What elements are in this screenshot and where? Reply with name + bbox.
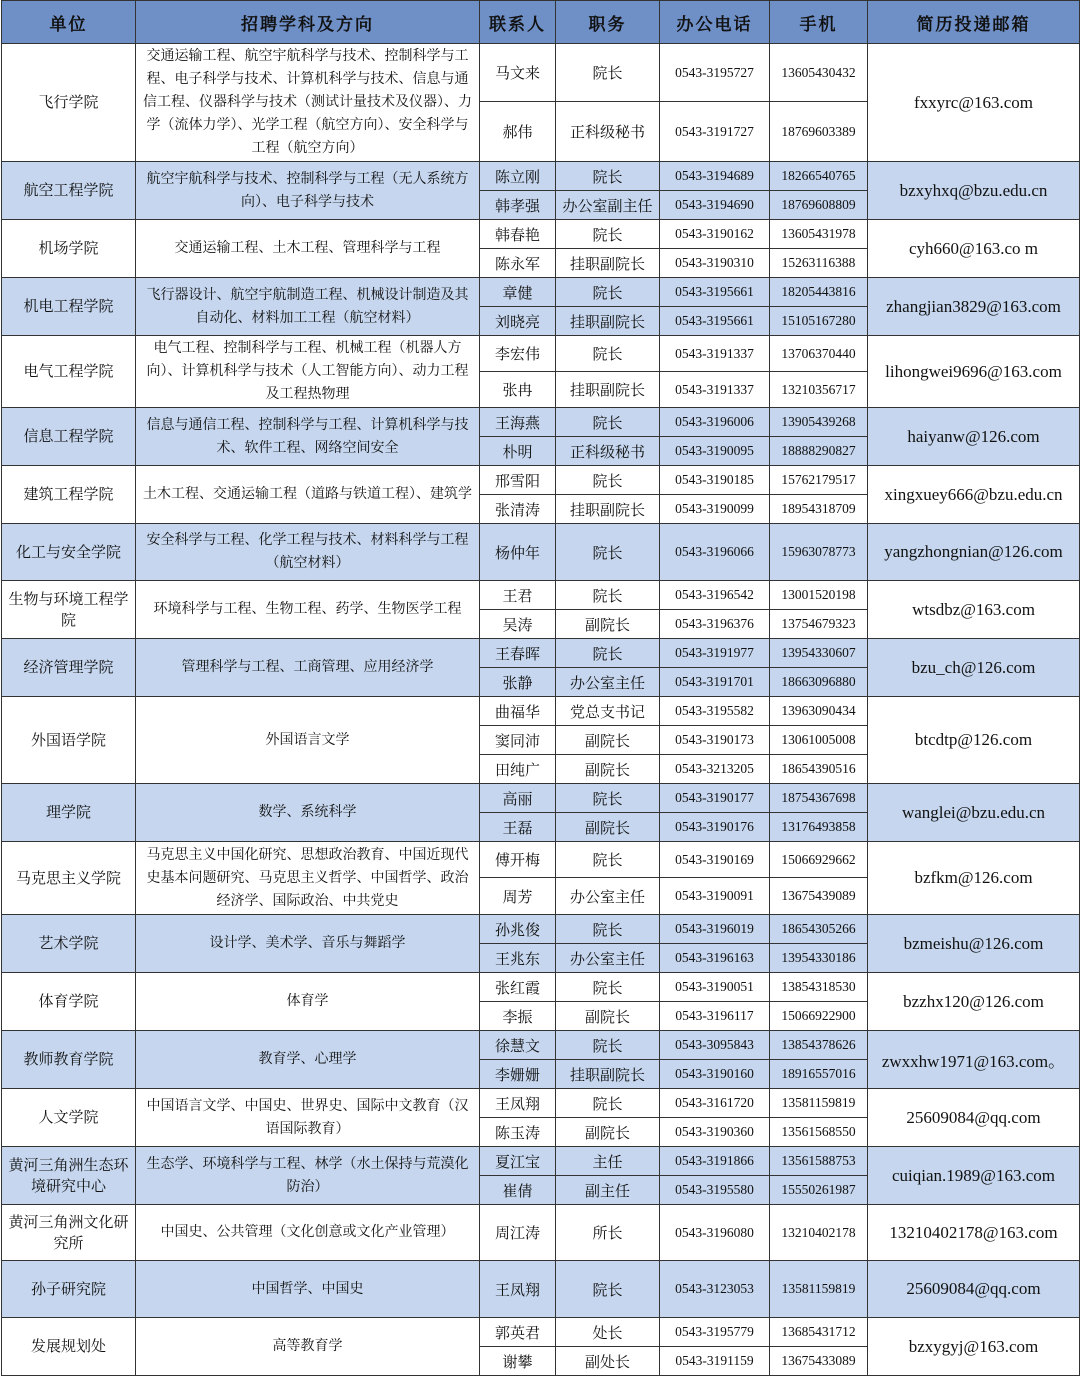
position-cell: 处长: [556, 1318, 660, 1347]
contact-name-cell: 郭英君: [480, 1318, 556, 1347]
office-phone-cell: 0543-3196542: [660, 581, 770, 610]
subjects-cell: 管理科学与工程、工商管理、应用经济学: [136, 639, 480, 697]
subjects-cell: 生态学、环境科学与工程、林学（水土保持与荒漠化防治）: [136, 1147, 480, 1205]
office-phone-cell: 0543-3196117: [660, 1002, 770, 1031]
contact-name-cell: 周江涛: [480, 1205, 556, 1261]
email-cell: yangzhongnian@126.com: [868, 524, 1080, 581]
table-row: [2, 278, 1080, 307]
contact-name-cell: 傅开梅: [480, 842, 556, 878]
unit-cell: 教师教育学院: [2, 1031, 136, 1089]
contact-name-cell: 曲福华: [480, 697, 556, 726]
position-cell: 院长: [556, 162, 660, 191]
email-cell: btcdtp@126.com: [868, 697, 1080, 784]
contact-name-cell: 张静: [480, 668, 556, 697]
mobile-cell: 18916557016: [770, 1060, 868, 1089]
header-position: 职务: [556, 1, 660, 44]
table-row: [2, 973, 1080, 1002]
position-cell: 正科级秘书: [556, 102, 660, 162]
position-cell: 党总支书记: [556, 697, 660, 726]
mobile-cell: 13954330607: [770, 639, 868, 668]
office-phone-cell: 0543-3190173: [660, 726, 770, 755]
contact-name-cell: 王君: [480, 581, 556, 610]
position-cell: 院长: [556, 1031, 660, 1060]
mobile-cell: 13854318530: [770, 973, 868, 1002]
unit-cell: 艺术学院: [2, 915, 136, 973]
unit-cell: 体育学院: [2, 973, 136, 1031]
contact-name-cell: 陈玉涛: [480, 1118, 556, 1147]
office-phone-cell: 0543-3190051: [660, 973, 770, 1002]
position-cell: 挂职副院长: [556, 249, 660, 278]
table-row: [2, 784, 1080, 813]
subjects-cell: 数学、系统科学: [136, 784, 480, 842]
position-cell: 主任: [556, 1147, 660, 1176]
mobile-cell: 13905439268: [770, 408, 868, 437]
subjects-cell: 安全科学与工程、化学工程与技术、材料科学与工程（航空材料）: [136, 524, 480, 581]
subjects-cell: 土木工程、交通运输工程（道路与铁道工程）、建筑学: [136, 466, 480, 524]
office-phone-cell: 0543-3190360: [660, 1118, 770, 1147]
office-phone-cell: 0543-3213205: [660, 755, 770, 784]
subjects-cell: 交通运输工程、航空宇航科学与技术、控制科学与工程、电子科学与技术、计算机科学与技术、信息与通信工程、仪器科学与技术（测试计量技术及仪器）、力学（流体力学）、光学工程（航空方向）、安全科学与工程（航空方向）: [136, 44, 480, 162]
mobile-cell: 18769608809: [770, 191, 868, 220]
mobile-cell: 13675433089: [770, 1347, 868, 1376]
subjects-cell: 高等教育学: [136, 1318, 480, 1376]
subjects-cell: 航空宇航科学与技术、控制科学与工程（无人系统方向）、电子科学与技术: [136, 162, 480, 220]
table-row: [2, 466, 1080, 495]
email-cell: 13210402178@163.com: [868, 1205, 1080, 1261]
table-row: [2, 1261, 1080, 1318]
email-cell: 25609084@qq.com: [868, 1261, 1080, 1318]
mobile-cell: 13581159819: [770, 1089, 868, 1118]
office-phone-cell: 0543-3195727: [660, 44, 770, 102]
subjects-cell: 中国史、公共管理（文化创意或文化产业管理）: [136, 1205, 480, 1261]
contact-name-cell: 夏江宝: [480, 1147, 556, 1176]
position-cell: 院长: [556, 408, 660, 437]
subjects-cell: 教育学、心理学: [136, 1031, 480, 1089]
subjects-cell: 环境科学与工程、生物工程、药学、生物医学工程: [136, 581, 480, 639]
email-cell: zwxxhw1971@163.com。: [868, 1031, 1080, 1089]
office-phone-cell: 0543-3190099: [660, 495, 770, 524]
position-cell: 院长: [556, 915, 660, 944]
mobile-cell: 13605431978: [770, 220, 868, 249]
contact-name-cell: 王海燕: [480, 408, 556, 437]
table-row: [2, 44, 1080, 102]
position-cell: 办公室副主任: [556, 191, 660, 220]
position-cell: 副院长: [556, 1002, 660, 1031]
office-phone-cell: 0543-3191977: [660, 639, 770, 668]
unit-cell: 建筑工程学院: [2, 466, 136, 524]
office-phone-cell: 0543-3194689: [660, 162, 770, 191]
contact-name-cell: 王磊: [480, 813, 556, 842]
office-phone-cell: 0543-3190091: [660, 878, 770, 915]
mobile-cell: 13854378626: [770, 1031, 868, 1060]
email-cell: bzfkm@126.com: [868, 842, 1080, 915]
office-phone-cell: 0543-3196066: [660, 524, 770, 581]
position-cell: 院长: [556, 278, 660, 307]
position-cell: 副院长: [556, 1118, 660, 1147]
table-header-row: [2, 1, 1080, 44]
contact-name-cell: 邢雪阳: [480, 466, 556, 495]
unit-cell: 化工与安全学院: [2, 524, 136, 581]
office-phone-cell: 0543-3190169: [660, 842, 770, 878]
email-cell: wtsdbz@163.com: [868, 581, 1080, 639]
mobile-cell: 13001520198: [770, 581, 868, 610]
mobile-cell: 13061005008: [770, 726, 868, 755]
header-contact: 联系人: [480, 1, 556, 44]
office-phone-cell: 0543-3196006: [660, 408, 770, 437]
position-cell: 院长: [556, 524, 660, 581]
unit-cell: 飞行学院: [2, 44, 136, 162]
email-cell: bzxygyj@163.com: [868, 1318, 1080, 1376]
mobile-cell: 13561588753: [770, 1147, 868, 1176]
office-phone-cell: 0543-3191159: [660, 1347, 770, 1376]
contact-name-cell: 陈立刚: [480, 162, 556, 191]
table-body: [2, 44, 1080, 1376]
mobile-cell: 18654390516: [770, 755, 868, 784]
position-cell: 办公室主任: [556, 668, 660, 697]
unit-cell: 机电工程学院: [2, 278, 136, 336]
email-cell: 25609084@qq.com: [868, 1089, 1080, 1147]
mobile-cell: 18769603389: [770, 102, 868, 162]
unit-cell: 生物与环境工程学院: [2, 581, 136, 639]
office-phone-cell: 0543-3191727: [660, 102, 770, 162]
contact-name-cell: 田纯广: [480, 755, 556, 784]
office-phone-cell: 0543-3161720: [660, 1089, 770, 1118]
mobile-cell: 13675439089: [770, 878, 868, 915]
position-cell: 挂职副院长: [556, 1060, 660, 1089]
header-unit: 单位: [2, 1, 136, 44]
email-cell: cyh660@163.co m: [868, 220, 1080, 278]
position-cell: 院长: [556, 466, 660, 495]
unit-cell: 人文学院: [2, 1089, 136, 1147]
position-cell: 副主任: [556, 1176, 660, 1205]
office-phone-cell: 0543-3195661: [660, 307, 770, 336]
office-phone-cell: 0543-3191337: [660, 372, 770, 408]
office-phone-cell: 0543-3195580: [660, 1176, 770, 1205]
position-cell: 所长: [556, 1205, 660, 1261]
office-phone-cell: 0543-3191701: [660, 668, 770, 697]
office-phone-cell: 0543-3095843: [660, 1031, 770, 1060]
office-phone-cell: 0543-3196080: [660, 1205, 770, 1261]
contact-name-cell: 马文来: [480, 44, 556, 102]
position-cell: 院长: [556, 973, 660, 1002]
table-row: [2, 1318, 1080, 1347]
office-phone-cell: 0543-3195661: [660, 278, 770, 307]
subjects-cell: 外国语言文学: [136, 697, 480, 784]
position-cell: 院长: [556, 639, 660, 668]
subjects-cell: 交通运输工程、土木工程、管理科学与工程: [136, 220, 480, 278]
unit-cell: 发展规划处: [2, 1318, 136, 1376]
table-row: [2, 408, 1080, 437]
contact-name-cell: 周芳: [480, 878, 556, 915]
contact-name-cell: 刘晓亮: [480, 307, 556, 336]
contact-name-cell: 杨仲年: [480, 524, 556, 581]
position-cell: 副院长: [556, 610, 660, 639]
email-cell: bzzhx120@126.com: [868, 973, 1080, 1031]
unit-cell: 黄河三角洲文化研究所: [2, 1205, 136, 1261]
mobile-cell: 13685431712: [770, 1318, 868, 1347]
contact-name-cell: 陈永军: [480, 249, 556, 278]
position-cell: 办公室主任: [556, 878, 660, 915]
position-cell: 院长: [556, 336, 660, 372]
mobile-cell: 18954318709: [770, 495, 868, 524]
unit-cell: 航空工程学院: [2, 162, 136, 220]
mobile-cell: 13706370440: [770, 336, 868, 372]
mobile-cell: 13561568550: [770, 1118, 868, 1147]
mobile-cell: 15963078773: [770, 524, 868, 581]
mobile-cell: 18205443816: [770, 278, 868, 307]
contact-name-cell: 吴涛: [480, 610, 556, 639]
mobile-cell: 13176493858: [770, 813, 868, 842]
office-phone-cell: 0543-3190176: [660, 813, 770, 842]
email-cell: cuiqian.1989@163.com: [868, 1147, 1080, 1205]
office-phone-cell: 0543-3190162: [660, 220, 770, 249]
email-cell: haiyanw@126.com: [868, 408, 1080, 466]
contact-name-cell: 章健: [480, 278, 556, 307]
contact-name-cell: 李姗姗: [480, 1060, 556, 1089]
recruitment-contact-table: [1, 0, 1080, 1376]
mobile-cell: 15550261987: [770, 1176, 868, 1205]
contact-name-cell: 王兆东: [480, 944, 556, 973]
mobile-cell: 15762179517: [770, 466, 868, 495]
mobile-cell: 18663096880: [770, 668, 868, 697]
office-phone-cell: 0543-3195582: [660, 697, 770, 726]
unit-cell: 马克思主义学院: [2, 842, 136, 915]
email-cell: fxxyrc@163.com: [868, 44, 1080, 162]
position-cell: 挂职副院长: [556, 495, 660, 524]
email-cell: xingxuey666@bzu.edu.cn: [868, 466, 1080, 524]
office-phone-cell: 0543-3195779: [660, 1318, 770, 1347]
table-row: [2, 220, 1080, 249]
office-phone-cell: 0543-3196163: [660, 944, 770, 973]
table-row: [2, 842, 1080, 878]
mobile-cell: 18266540765: [770, 162, 868, 191]
table-row: [2, 162, 1080, 191]
position-cell: 挂职副院长: [556, 372, 660, 408]
mobile-cell: 13210356717: [770, 372, 868, 408]
contact-name-cell: 高丽: [480, 784, 556, 813]
subjects-cell: 设计学、美术学、音乐与舞蹈学: [136, 915, 480, 973]
mobile-cell: 15263116388: [770, 249, 868, 278]
table-row: [2, 915, 1080, 944]
position-cell: 院长: [556, 44, 660, 102]
table-row: [2, 336, 1080, 372]
unit-cell: 孙子研究院: [2, 1261, 136, 1318]
contact-name-cell: 郝伟: [480, 102, 556, 162]
position-cell: 院长: [556, 1089, 660, 1118]
table-row: [2, 697, 1080, 726]
office-phone-cell: 0543-3194690: [660, 191, 770, 220]
office-phone-cell: 0543-3191866: [660, 1147, 770, 1176]
subjects-cell: 中国哲学、中国史: [136, 1261, 480, 1318]
position-cell: 院长: [556, 220, 660, 249]
contact-name-cell: 崔倩: [480, 1176, 556, 1205]
contact-name-cell: 王凤翔: [480, 1261, 556, 1318]
subjects-cell: 中国语言文学、中国史、世界史、国际中文教育（汉语国际教育）: [136, 1089, 480, 1147]
mobile-cell: 13963090434: [770, 697, 868, 726]
position-cell: 院长: [556, 842, 660, 878]
unit-cell: 黄河三角洲生态环境研究中心: [2, 1147, 136, 1205]
header-office-phone: 办公电话: [660, 1, 770, 44]
contact-name-cell: 徐慧文: [480, 1031, 556, 1060]
email-cell: zhangjian3829@163.com: [868, 278, 1080, 336]
position-cell: 院长: [556, 784, 660, 813]
table-row: [2, 639, 1080, 668]
header-mobile: 手机: [770, 1, 868, 44]
position-cell: 副院长: [556, 726, 660, 755]
contact-name-cell: 孙兆俊: [480, 915, 556, 944]
email-cell: lihongwei9696@163.com: [868, 336, 1080, 408]
unit-cell: 信息工程学院: [2, 408, 136, 466]
contact-name-cell: 韩春艳: [480, 220, 556, 249]
table-row: [2, 1147, 1080, 1176]
header-subjects: 招聘学科及方向: [136, 1, 480, 44]
contact-name-cell: 张冉: [480, 372, 556, 408]
mobile-cell: 13210402178: [770, 1205, 868, 1261]
office-phone-cell: 0543-3190177: [660, 784, 770, 813]
position-cell: 正科级秘书: [556, 437, 660, 466]
position-cell: 办公室主任: [556, 944, 660, 973]
mobile-cell: 15105167280: [770, 307, 868, 336]
header-email: 简历投递邮箱: [868, 1, 1080, 44]
email-cell: bzxyhxq@bzu.edu.cn: [868, 162, 1080, 220]
mobile-cell: 15066922900: [770, 1002, 868, 1031]
subjects-cell: 飞行器设计、航空宇航制造工程、机械设计制造及其自动化、材料加工工程（航空材料）: [136, 278, 480, 336]
unit-cell: 经济管理学院: [2, 639, 136, 697]
position-cell: 副院长: [556, 755, 660, 784]
contact-name-cell: 王凤翔: [480, 1089, 556, 1118]
contact-name-cell: 韩孝强: [480, 191, 556, 220]
mobile-cell: 13605430432: [770, 44, 868, 102]
contact-name-cell: 张清涛: [480, 495, 556, 524]
position-cell: 院长: [556, 1261, 660, 1318]
contact-name-cell: 朴明: [480, 437, 556, 466]
office-phone-cell: 0543-3196376: [660, 610, 770, 639]
table-row: [2, 1089, 1080, 1118]
contact-name-cell: 李宏伟: [480, 336, 556, 372]
office-phone-cell: 0543-3123053: [660, 1261, 770, 1318]
unit-cell: 电气工程学院: [2, 336, 136, 408]
email-cell: wanglei@bzu.edu.cn: [868, 784, 1080, 842]
subjects-cell: 马克思主义中国化研究、思想政治教育、中国近现代史基本问题研究、马克思主义哲学、中国哲学、政治经济学、国际政治、中共党史: [136, 842, 480, 915]
unit-cell: 理学院: [2, 784, 136, 842]
mobile-cell: 13581159819: [770, 1261, 868, 1318]
office-phone-cell: 0543-3190185: [660, 466, 770, 495]
contact-name-cell: 王春晖: [480, 639, 556, 668]
email-cell: bzmeishu@126.com: [868, 915, 1080, 973]
position-cell: 挂职副院长: [556, 307, 660, 336]
subjects-cell: 电气工程、控制科学与工程、机械工程（机器人方向）、计算机科学与技术（人工智能方向）、动力工程及工程热物理: [136, 336, 480, 408]
table-row: [2, 581, 1080, 610]
unit-cell: 外国语学院: [2, 697, 136, 784]
contact-name-cell: 谢攀: [480, 1347, 556, 1376]
unit-cell: 机场学院: [2, 220, 136, 278]
subjects-cell: 体育学: [136, 973, 480, 1031]
table-row: [2, 524, 1080, 581]
mobile-cell: 13754679323: [770, 610, 868, 639]
position-cell: 副处长: [556, 1347, 660, 1376]
contact-name-cell: 李振: [480, 1002, 556, 1031]
contact-name-cell: 张红霞: [480, 973, 556, 1002]
email-cell: bzu_ch@126.com: [868, 639, 1080, 697]
office-phone-cell: 0543-3191337: [660, 336, 770, 372]
position-cell: 院长: [556, 581, 660, 610]
subjects-cell: 信息与通信工程、控制科学与工程、计算机科学与技术、软件工程、网络空间安全: [136, 408, 480, 466]
office-phone-cell: 0543-3190310: [660, 249, 770, 278]
table-row: [2, 1205, 1080, 1261]
mobile-cell: 18754367698: [770, 784, 868, 813]
mobile-cell: 15066929662: [770, 842, 868, 878]
office-phone-cell: 0543-3190095: [660, 437, 770, 466]
office-phone-cell: 0543-3196019: [660, 915, 770, 944]
mobile-cell: 13954330186: [770, 944, 868, 973]
office-phone-cell: 0543-3190160: [660, 1060, 770, 1089]
mobile-cell: 18654305266: [770, 915, 868, 944]
position-cell: 副院长: [556, 813, 660, 842]
contact-name-cell: 窦同沛: [480, 726, 556, 755]
table-row: [2, 1031, 1080, 1060]
mobile-cell: 18888290827: [770, 437, 868, 466]
